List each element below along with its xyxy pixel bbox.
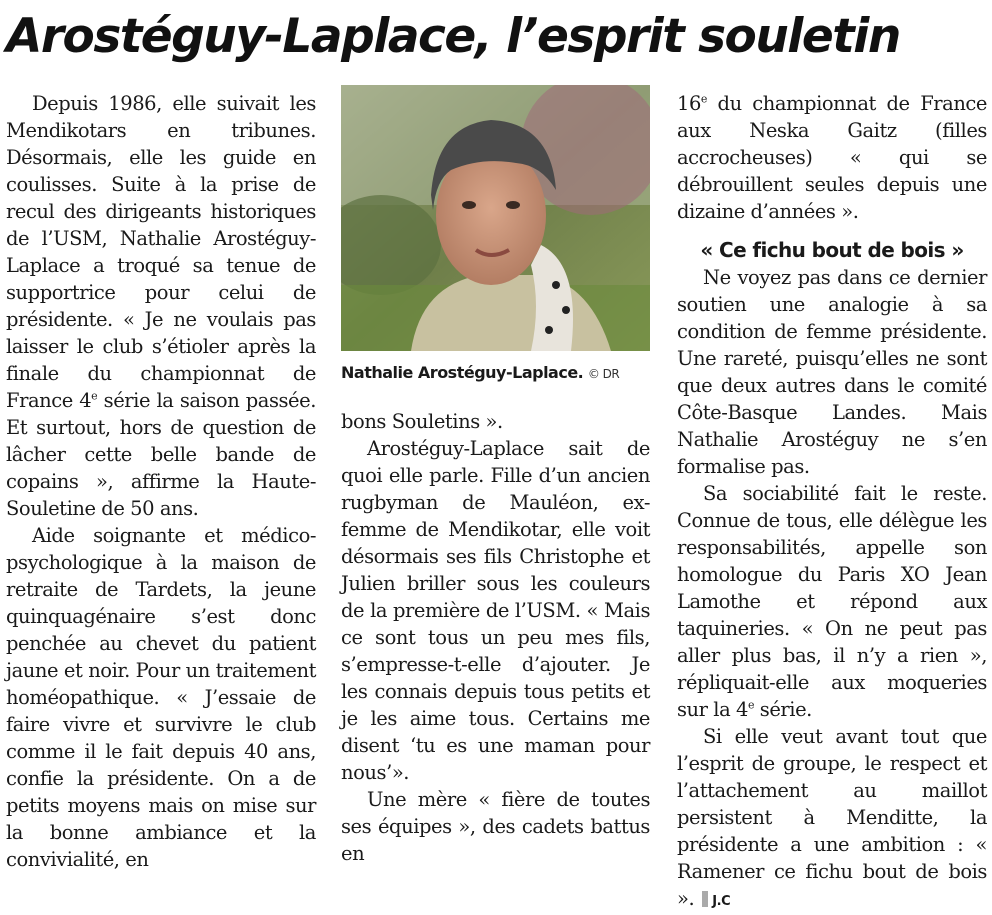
column-1 — [6, 90, 316, 873]
paragraph: Une mère « fière de toutes ses équipes », des cadets battus en — [341, 788, 650, 865]
subheading: « Ce fichu bout de bois » — [700, 238, 964, 262]
column-2 — [341, 408, 650, 867]
author-signature: J.C — [712, 894, 731, 909]
caption-name: Nathalie Arostéguy-Laplace. — [341, 363, 584, 382]
photo-credit: © DR — [587, 367, 620, 381]
paragraph: Depuis 1986, elle suivait les Mendikotars en tribunes. Désormais, elle les guide en coulisses. Suite à la prise de recul des dirigeants historiques de l’USM, Nathalie Arostéguy-Laplace a troqué sa tenue de supportrice pour celui de présidente. « Je ne voulais pas laisser le club s’étioler après la finale du championnat de France 4e série la saison passée. Et surtout, hors de question de lâcher cette belle bande de copains », affirme la Haute-Souletine de 50 ans. — [6, 92, 316, 520]
photo-caption — [341, 360, 650, 386]
paragraph: Ne voyez pas dans ce dernier soutien une analogie à sa condition de femme présidente. Une rareté, puisqu’elles ne sont que deux autres dans le comité Côte-Basque Landes. Mais Nathalie Arostéguy ne s’en formalise pas. — [677, 266, 987, 478]
end-mark-icon — [702, 891, 708, 907]
portrait-photo — [341, 85, 650, 351]
headline: Arostéguy-Laplace, l’esprit souletin — [6, 9, 900, 64]
paragraph: Sa sociabilité fait le reste. Connue de tous, elle délègue les responsabilités, appelle son homologue du Paris XO Jean Lamothe et répond aux taquineries. « On ne peut pas aller plus bas, il n’y a rien », répliquait-elle aux moqueries sur la 4e série. — [677, 482, 987, 721]
paragraph: Si elle veut avant tout que l’esprit de groupe, le respect et l’attachement au maillot persistent à Menditte, la présidente a une ambition : « Ramener ce fichu bout de bois ». J.C — [677, 725, 987, 910]
paragraph: Aide soignante et médico-psychologique à la maison de retraite de Tardets, la jeune quinquagénaire s’est donc penchée au chevet du patient jaune et noir. Pour un traitement homéopathique. « J’essaie de faire vivre et survivre le club comme il le fait depuis 40 ans, confie la présidente. On a de petits moyens mais on mise sur la bonne ambiance et la convivialité, en — [6, 524, 316, 871]
paragraph: Arostéguy-Laplace sait de quoi elle parle. Fille d’un ancien rugbyman de Mauléon, ex-femme de Mendikotar, elle voit désormais ses fils Christophe et Julien briller sous les couleurs de la première de l’USM. « Mais ce sont tous un peu mes fils, s’empresse-t-elle d’ajouter. Je les connais depuis tous petits et je les aime tous. Certains me disent ‘tu es une maman pour nous’». — [341, 437, 650, 784]
paragraph: bons Souletins ». — [341, 410, 503, 433]
paragraph: 16e du championnat de France aux Neska Gaitz (filles accrocheuses) « qui se débrouillent seules depuis une dizaine d’années ». — [677, 92, 987, 223]
column-3 — [677, 90, 987, 915]
